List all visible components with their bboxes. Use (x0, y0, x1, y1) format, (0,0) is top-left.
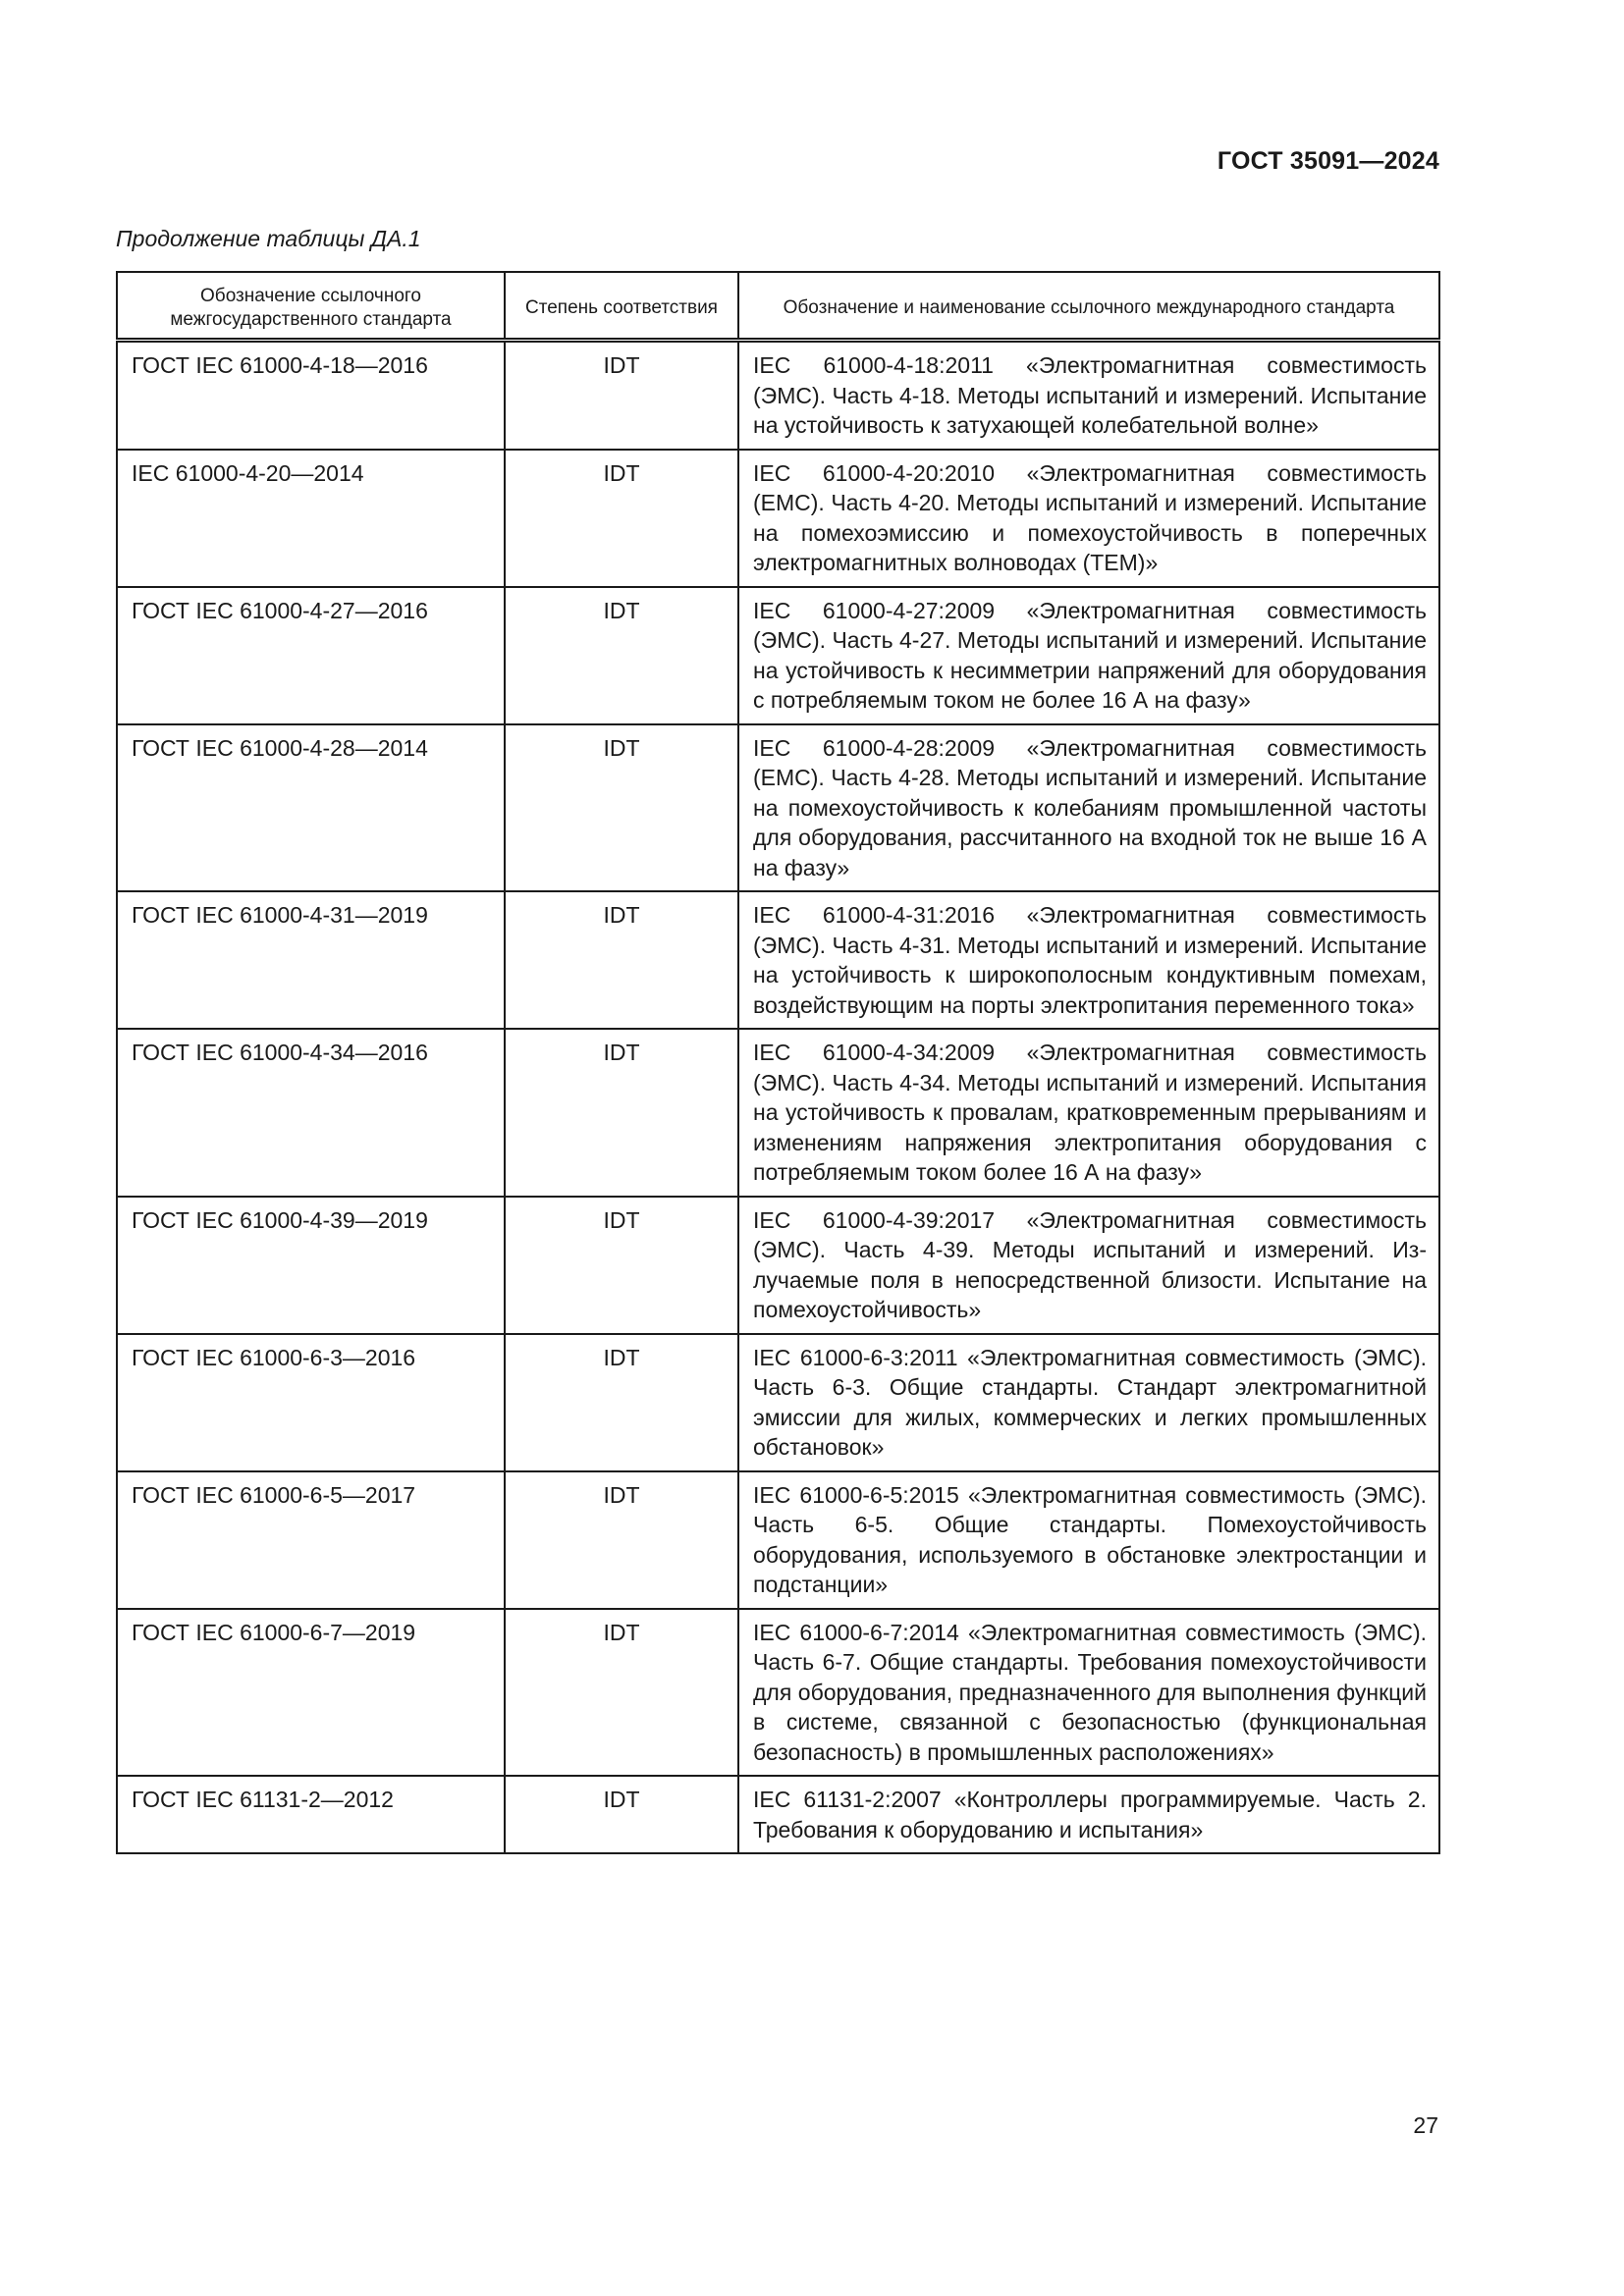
cell-interstate-standard: ГОСТ IEC 61000-4-18—2016 (117, 341, 505, 450)
cell-conformity-degree: IDT (505, 450, 738, 587)
table-row (117, 1776, 1439, 1853)
table-row (117, 1197, 1439, 1334)
cell-international-standard: IEC 61000-4-18:2011 «Электромагнитная совместимость (ЭМС). Часть 4-18. Методы испытаний и измерений. Испытание на устойчивость к затухающей колебательной волне» (738, 341, 1439, 450)
table-row (117, 1609, 1439, 1777)
reference-standards-table (116, 271, 1440, 1854)
column-header-degree: Степень соответствия (505, 272, 738, 341)
table-row (117, 1029, 1439, 1197)
cell-international-standard: IEC 61000-6-7:2014 «Электромагнитная совместимость (ЭМС). Часть 6-7. Общие стандарты. Требования помехоустойчивости для оборудования, предназначенного для выполнения функций в системе, связанной с безопасностью (функциональная безопасность) в промышленных расположениях» (738, 1609, 1439, 1777)
cell-interstate-standard: ГОСТ IEC 61000-4-39—2019 (117, 1197, 505, 1334)
cell-conformity-degree: IDT (505, 1334, 738, 1471)
cell-international-standard: IEC 61000-6-5:2015 «Электромагнитная совместимость (ЭМС). Часть 6-5. Общие стандарты. Помехоустойчивость оборудования, используемого в обстановке электростанции и подстанции» (738, 1471, 1439, 1609)
cell-international-standard: IEC 61000-6-3:2011 «Электромагнитная совместимость (ЭМС). Часть 6-3. Общие стандарты. Стандарт электромагнитной эмиссии для жилых, коммерческих и легких промышленных обстановок» (738, 1334, 1439, 1471)
cell-conformity-degree: IDT (505, 891, 738, 1029)
cell-interstate-standard: ГОСТ IEC 61000-6-3—2016 (117, 1334, 505, 1471)
table-row (117, 724, 1439, 892)
cell-conformity-degree: IDT (505, 1776, 738, 1853)
cell-conformity-degree: IDT (505, 341, 738, 450)
cell-conformity-degree: IDT (505, 724, 738, 892)
table-row (117, 587, 1439, 724)
cell-interstate-standard: ГОСТ IEC 61000-6-5—2017 (117, 1471, 505, 1609)
cell-conformity-degree: IDT (505, 587, 738, 724)
table-continuation-caption: Продолжение таблицы ДА.1 (116, 226, 421, 251)
table-row (117, 1471, 1439, 1609)
cell-international-standard: IEC 61000-4-20:2010 «Электромагнитная совместимость (ЕМС). Часть 4-20. Методы испытаний и измерений. Испытание на помехоэмиссию и помехоустойчивость в поперечных электромагнитных волноводах (ТЕМ)» (738, 450, 1439, 587)
cell-international-standard: IEC 61131-2:2007 «Контроллеры программируемые. Часть 2. Требования к оборудованию и испытания» (738, 1776, 1439, 1853)
column-header-interstate: Обозначение ссылочного межгосударственного стандарта (117, 272, 505, 341)
page-number: 27 (1413, 2112, 1438, 2138)
column-header-international: Обозначение и наименование ссылочного международного стандарта (738, 272, 1439, 341)
table-row (117, 1334, 1439, 1471)
cell-conformity-degree: IDT (505, 1471, 738, 1609)
cell-interstate-standard: IEC 61000-4-20—2014 (117, 450, 505, 587)
table-row (117, 891, 1439, 1029)
table-row (117, 450, 1439, 587)
cell-international-standard: IEC 61000-4-39:2017 «Электромагнитная совместимость (ЭМС). Часть 4-39. Методы испытаний и измерений. Излучаемые поля в непосредственной близости. Испытание на помехоустойчивость» (738, 1197, 1439, 1334)
cell-interstate-standard: ГОСТ IEC 61000-4-34—2016 (117, 1029, 505, 1197)
table-row (117, 341, 1439, 450)
document-code: ГОСТ 35091—2024 (1217, 147, 1439, 175)
cell-interstate-standard: ГОСТ IEC 61000-6-7—2019 (117, 1609, 505, 1777)
cell-conformity-degree: IDT (505, 1029, 738, 1197)
cell-international-standard: IEC 61000-4-28:2009 «Электромагнитная совместимость (ЕМС). Часть 4-28. Методы испытаний и измерений. Испытание на помехоустойчивость к колебаниям промышленной частоты для оборудования, рассчитанного на входной ток не выше 16 А на фазу» (738, 724, 1439, 892)
cell-interstate-standard: ГОСТ IEC 61000-4-27—2016 (117, 587, 505, 724)
cell-international-standard: IEC 61000-4-27:2009 «Электромагнитная совместимость (ЭМС). Часть 4-27. Методы испытаний и измерений. Испытание на устойчивость к несимметрии напряжений для оборудования с потребляемым током не более 16 А на фазу» (738, 587, 1439, 724)
table-header-row (117, 272, 1439, 341)
cell-international-standard: IEC 61000-4-31:2016 «Электромагнитная совместимость (ЭМС). Часть 4-31. Методы испытаний и измерений. Испытание на устойчивость к широкополосным кондуктивным помехам, воздействующим на порты электропитания переменного тока» (738, 891, 1439, 1029)
cell-conformity-degree: IDT (505, 1197, 738, 1334)
cell-interstate-standard: ГОСТ IEC 61000-4-31—2019 (117, 891, 505, 1029)
cell-interstate-standard: ГОСТ IEC 61000-4-28—2014 (117, 724, 505, 892)
cell-conformity-degree: IDT (505, 1609, 738, 1777)
cell-interstate-standard: ГОСТ IEC 61131-2—2012 (117, 1776, 505, 1853)
cell-international-standard: IEC 61000-4-34:2009 «Электромагнитная совместимость (ЭМС). Часть 4-34. Методы испытаний и измерений. Испытания на устойчивость к провалам, кратковременным прерываниям и изменениям напряжения электропитания оборудования с потребляемым током более 16 А на фазу» (738, 1029, 1439, 1197)
